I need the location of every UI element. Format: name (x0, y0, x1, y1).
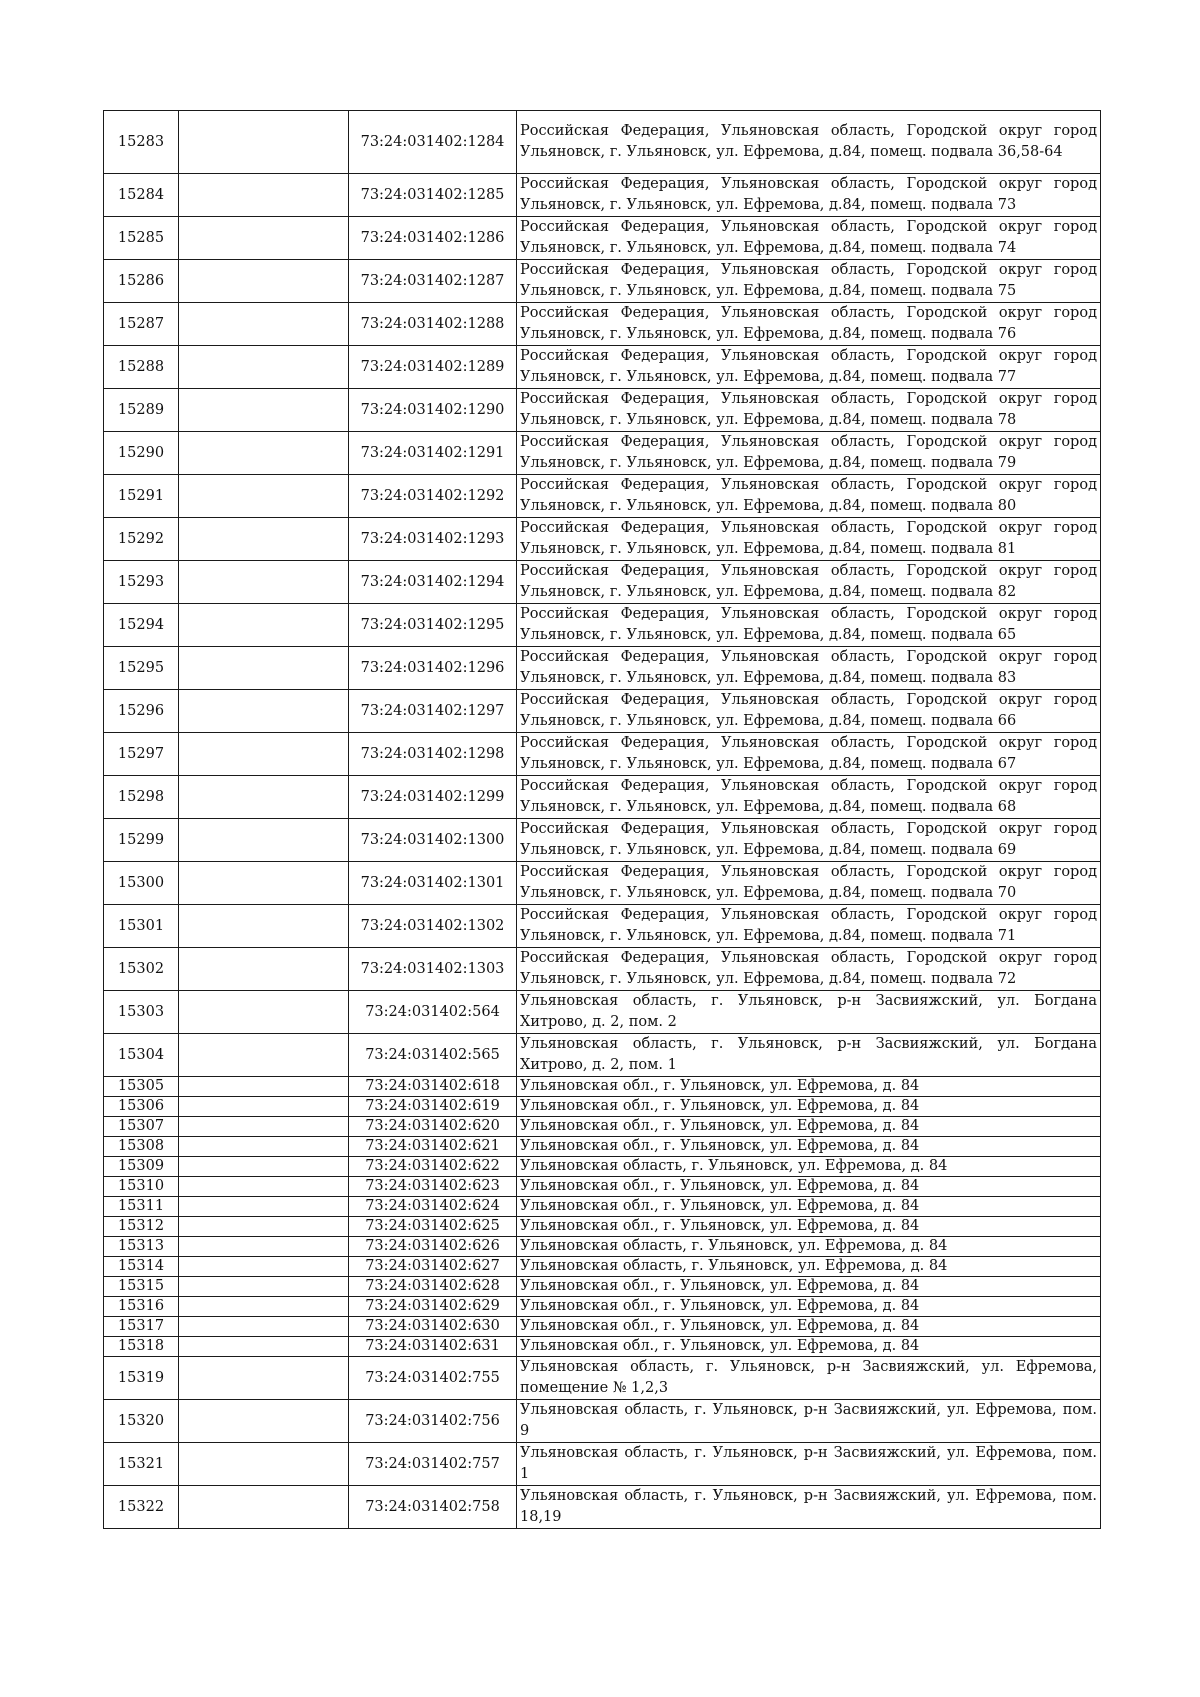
empty-cell (179, 1400, 349, 1443)
table-row (104, 389, 1101, 432)
cadastral-number: 73:24:031402:1303 (349, 948, 517, 991)
empty-cell (179, 776, 349, 819)
document-page (103, 110, 1100, 1529)
record-number: 15283 (104, 111, 179, 174)
empty-cell (179, 1357, 349, 1400)
record-number: 15288 (104, 346, 179, 389)
address: Ульяновская обл., г. Ульяновск, ул. Ефремова, д. 84 (517, 1137, 1101, 1157)
address: Ульяновская обл., г. Ульяновск, ул. Ефремова, д. 84 (517, 1177, 1101, 1197)
cadastral-number: 73:24:031402:757 (349, 1443, 517, 1486)
table-row (104, 647, 1101, 690)
cadastral-number: 73:24:031402:1300 (349, 819, 517, 862)
empty-cell (179, 819, 349, 862)
record-number: 15285 (104, 217, 179, 260)
record-number: 15321 (104, 1443, 179, 1486)
address: Российская Федерация, Ульяновская область, Городской округ город Ульяновск, г. Ульяновск, ул. Ефремова, д.84, помещ. подвала 78 (517, 389, 1101, 432)
table-row (104, 604, 1101, 647)
empty-cell (179, 1034, 349, 1077)
table-row (104, 346, 1101, 389)
address: Российская Федерация, Ульяновская область, Городской округ город Ульяновск, г. Ульяновск, ул. Ефремова, д.84, помещ. подвала 80 (517, 475, 1101, 518)
table-row (104, 174, 1101, 217)
address: Российская Федерация, Ульяновская область, Городской округ город Ульяновск, г. Ульяновск, ул. Ефремова, д.84, помещ. подвала 66 (517, 690, 1101, 733)
record-number: 15314 (104, 1257, 179, 1277)
register-table (103, 110, 1101, 1529)
address: Российская Федерация, Ульяновская область, Городской округ город Ульяновск, г. Ульяновск, ул. Ефремова, д.84, помещ. подвала 76 (517, 303, 1101, 346)
empty-cell (179, 217, 349, 260)
cadastral-number: 73:24:031402:625 (349, 1217, 517, 1237)
empty-cell (179, 518, 349, 561)
record-number: 15319 (104, 1357, 179, 1400)
empty-cell (179, 905, 349, 948)
table-row (104, 432, 1101, 475)
record-number: 15309 (104, 1157, 179, 1177)
empty-cell (179, 174, 349, 217)
empty-cell (179, 647, 349, 690)
cadastral-number: 73:24:031402:627 (349, 1257, 517, 1277)
table-row (104, 1337, 1101, 1357)
record-number: 15289 (104, 389, 179, 432)
empty-cell (179, 1077, 349, 1097)
table-row (104, 1317, 1101, 1337)
cadastral-number: 73:24:031402:1289 (349, 346, 517, 389)
empty-cell (179, 1317, 349, 1337)
record-number: 15291 (104, 475, 179, 518)
empty-cell (179, 1237, 349, 1257)
cadastral-number: 73:24:031402:1298 (349, 733, 517, 776)
empty-cell (179, 260, 349, 303)
cadastral-number: 73:24:031402:619 (349, 1097, 517, 1117)
register-table-body (104, 111, 1101, 1529)
cadastral-number: 73:24:031402:1294 (349, 561, 517, 604)
cadastral-number: 73:24:031402:565 (349, 1034, 517, 1077)
empty-cell (179, 1297, 349, 1317)
empty-cell (179, 1097, 349, 1117)
cadastral-number: 73:24:031402:1296 (349, 647, 517, 690)
table-row (104, 1486, 1101, 1529)
empty-cell (179, 346, 349, 389)
table-row (104, 1237, 1101, 1257)
record-number: 15299 (104, 819, 179, 862)
address: Ульяновская область, г. Ульяновск, р-н Засвияжский, ул. Ефремова, пом. 18,19 (517, 1486, 1101, 1529)
cadastral-number: 73:24:031402:629 (349, 1297, 517, 1317)
record-number: 15302 (104, 948, 179, 991)
cadastral-number: 73:24:031402:758 (349, 1486, 517, 1529)
cadastral-number: 73:24:031402:622 (349, 1157, 517, 1177)
record-number: 15284 (104, 174, 179, 217)
address: Ульяновская обл., г. Ульяновск, ул. Ефремова, д. 84 (517, 1277, 1101, 1297)
empty-cell (179, 303, 349, 346)
table-row (104, 1157, 1101, 1177)
cadastral-number: 73:24:031402:1302 (349, 905, 517, 948)
cadastral-number: 73:24:031402:618 (349, 1077, 517, 1097)
cadastral-number: 73:24:031402:621 (349, 1137, 517, 1157)
address: Ульяновская обл., г. Ульяновск, ул. Ефремова, д. 84 (517, 1217, 1101, 1237)
empty-cell (179, 1217, 349, 1237)
cadastral-number: 73:24:031402:1299 (349, 776, 517, 819)
empty-cell (179, 1157, 349, 1177)
record-number: 15304 (104, 1034, 179, 1077)
empty-cell (179, 948, 349, 991)
cadastral-number: 73:24:031402:1292 (349, 475, 517, 518)
empty-cell (179, 690, 349, 733)
address: Ульяновская обл., г. Ульяновск, ул. Ефремова, д. 84 (517, 1197, 1101, 1217)
record-number: 15308 (104, 1137, 179, 1157)
empty-cell (179, 389, 349, 432)
address: Российская Федерация, Ульяновская область, Городской округ город Ульяновск, г. Ульяновск, ул. Ефремова, д.84, помещ. подвала 69 (517, 819, 1101, 862)
table-row (104, 1357, 1101, 1400)
table-row (104, 1034, 1101, 1077)
address: Ульяновская область, г. Ульяновск, р-н Засвияжский, ул. Богдана Хитрово, д. 2, пом. 2 (517, 991, 1101, 1034)
address: Ульяновская область, г. Ульяновск, р-н Засвияжский, ул. Ефремова, пом. 9 (517, 1400, 1101, 1443)
address: Российская Федерация, Ульяновская область, Городской округ город Ульяновск, г. Ульяновск, ул. Ефремова, д.84, помещ. подвала 77 (517, 346, 1101, 389)
address: Ульяновская область, г. Ульяновск, р-н Засвияжский, ул. Ефремова, помещение № 1,2,3 (517, 1357, 1101, 1400)
cadastral-number: 73:24:031402:564 (349, 991, 517, 1034)
record-number: 15296 (104, 690, 179, 733)
address: Российская Федерация, Ульяновская область, Городской округ город Ульяновск, г. Ульяновск, ул. Ефремова, д.84, помещ. подвала 83 (517, 647, 1101, 690)
record-number: 15313 (104, 1237, 179, 1257)
table-row (104, 1400, 1101, 1443)
address: Российская Федерация, Ульяновская область, Городской округ город Ульяновск, г. Ульяновск, ул. Ефремова, д.84, помещ. подвала 81 (517, 518, 1101, 561)
address: Ульяновская область, г. Ульяновск, р-н Засвияжский, ул. Ефремова, пом. 1 (517, 1443, 1101, 1486)
table-row (104, 1117, 1101, 1137)
address: Российская Федерация, Ульяновская область, Городской округ город Ульяновск, г. Ульяновск, ул. Ефремова, д.84, помещ. подвала 74 (517, 217, 1101, 260)
cadastral-number: 73:24:031402:1286 (349, 217, 517, 260)
record-number: 15303 (104, 991, 179, 1034)
table-row (104, 1197, 1101, 1217)
record-number: 15290 (104, 432, 179, 475)
record-number: 15312 (104, 1217, 179, 1237)
empty-cell (179, 1117, 349, 1137)
record-number: 15322 (104, 1486, 179, 1529)
record-number: 15310 (104, 1177, 179, 1197)
record-number: 15311 (104, 1197, 179, 1217)
record-number: 15316 (104, 1297, 179, 1317)
table-row (104, 1177, 1101, 1197)
table-row (104, 111, 1101, 174)
record-number: 15292 (104, 518, 179, 561)
record-number: 15307 (104, 1117, 179, 1137)
table-row (104, 991, 1101, 1034)
address: Российская Федерация, Ульяновская область, Городской округ город Ульяновск, г. Ульяновск, ул. Ефремова, д.84, помещ. подвала 70 (517, 862, 1101, 905)
record-number: 15315 (104, 1277, 179, 1297)
empty-cell (179, 1337, 349, 1357)
table-row (104, 1277, 1101, 1297)
cadastral-number: 73:24:031402:1297 (349, 690, 517, 733)
empty-cell (179, 733, 349, 776)
address: Ульяновская обл., г. Ульяновск, ул. Ефремова, д. 84 (517, 1297, 1101, 1317)
empty-cell (179, 1137, 349, 1157)
table-row (104, 1077, 1101, 1097)
record-number: 15298 (104, 776, 179, 819)
cadastral-number: 73:24:031402:1285 (349, 174, 517, 217)
table-row (104, 561, 1101, 604)
table-row (104, 1217, 1101, 1237)
cadastral-number: 73:24:031402:1290 (349, 389, 517, 432)
empty-cell (179, 111, 349, 174)
cadastral-number: 73:24:031402:1301 (349, 862, 517, 905)
address: Российская Федерация, Ульяновская область, Городской округ город Ульяновск, г. Ульяновск, ул. Ефремова, д.84, помещ. подвала 68 (517, 776, 1101, 819)
empty-cell (179, 475, 349, 518)
address: Ульяновская обл., г. Ульяновск, ул. Ефремова, д. 84 (517, 1337, 1101, 1357)
empty-cell (179, 1257, 349, 1277)
cadastral-number: 73:24:031402:755 (349, 1357, 517, 1400)
cadastral-number: 73:24:031402:620 (349, 1117, 517, 1137)
empty-cell (179, 862, 349, 905)
cadastral-number: 73:24:031402:1287 (349, 260, 517, 303)
table-row (104, 1297, 1101, 1317)
record-number: 15295 (104, 647, 179, 690)
cadastral-number: 73:24:031402:623 (349, 1177, 517, 1197)
empty-cell (179, 604, 349, 647)
table-row (104, 1097, 1101, 1117)
table-row (104, 303, 1101, 346)
table-row (104, 475, 1101, 518)
cadastral-number: 73:24:031402:628 (349, 1277, 517, 1297)
empty-cell (179, 432, 349, 475)
cadastral-number: 73:24:031402:756 (349, 1400, 517, 1443)
address: Российская Федерация, Ульяновская область, Городской округ город Ульяновск, г. Ульяновск, ул. Ефремова, д.84, помещ. подвала 73 (517, 174, 1101, 217)
table-row (104, 1137, 1101, 1157)
record-number: 15320 (104, 1400, 179, 1443)
address: Российская Федерация, Ульяновская область, Городской округ город Ульяновск, г. Ульяновск, ул. Ефремова, д.84, помещ. подвала 75 (517, 260, 1101, 303)
address: Российская Федерация, Ульяновская область, Городской округ город Ульяновск, г. Ульяновск, ул. Ефремова, д.84, помещ. подвала 82 (517, 561, 1101, 604)
record-number: 15287 (104, 303, 179, 346)
address: Ульяновская область, г. Ульяновск, ул. Ефремова, д. 84 (517, 1237, 1101, 1257)
cadastral-number: 73:24:031402:1291 (349, 432, 517, 475)
table-row (104, 518, 1101, 561)
address: Ульяновская обл., г. Ульяновск, ул. Ефремова, д. 84 (517, 1117, 1101, 1137)
empty-cell (179, 1277, 349, 1297)
record-number: 15305 (104, 1077, 179, 1097)
cadastral-number: 73:24:031402:630 (349, 1317, 517, 1337)
empty-cell (179, 1197, 349, 1217)
address: Российская Федерация, Ульяновская область, Городской округ город Ульяновск, г. Ульяновск, ул. Ефремова, д.84, помещ. подвала 71 (517, 905, 1101, 948)
record-number: 15317 (104, 1317, 179, 1337)
address: Ульяновская обл., г. Ульяновск, ул. Ефремова, д. 84 (517, 1077, 1101, 1097)
cadastral-number: 73:24:031402:631 (349, 1337, 517, 1357)
cadastral-number: 73:24:031402:1288 (349, 303, 517, 346)
cadastral-number: 73:24:031402:1284 (349, 111, 517, 174)
record-number: 15294 (104, 604, 179, 647)
record-number: 15286 (104, 260, 179, 303)
address: Ульяновская область, г. Ульяновск, ул. Ефремова, д. 84 (517, 1157, 1101, 1177)
table-row (104, 776, 1101, 819)
table-row (104, 1257, 1101, 1277)
address: Ульяновская обл., г. Ульяновск, ул. Ефремова, д. 84 (517, 1317, 1101, 1337)
table-row (104, 260, 1101, 303)
address: Ульяновская область, г. Ульяновск, ул. Ефремова, д. 84 (517, 1257, 1101, 1277)
address: Российская Федерация, Ульяновская область, Городской округ город Ульяновск, г. Ульяновск, ул. Ефремова, д.84, помещ. подвала 72 (517, 948, 1101, 991)
empty-cell (179, 1486, 349, 1529)
empty-cell (179, 561, 349, 604)
cadastral-number: 73:24:031402:1293 (349, 518, 517, 561)
record-number: 15297 (104, 733, 179, 776)
table-row (104, 948, 1101, 991)
table-row (104, 1443, 1101, 1486)
address: Ульяновская обл., г. Ульяновск, ул. Ефремова, д. 84 (517, 1097, 1101, 1117)
table-row (104, 819, 1101, 862)
table-row (104, 690, 1101, 733)
record-number: 15306 (104, 1097, 179, 1117)
address: Российская Федерация, Ульяновская область, Городской округ город Ульяновск, г. Ульяновск, ул. Ефремова, д.84, помещ. подвала 65 (517, 604, 1101, 647)
cadastral-number: 73:24:031402:626 (349, 1237, 517, 1257)
record-number: 15318 (104, 1337, 179, 1357)
empty-cell (179, 991, 349, 1034)
address: Ульяновская область, г. Ульяновск, р-н Засвияжский, ул. Богдана Хитрово, д. 2, пом. 1 (517, 1034, 1101, 1077)
record-number: 15301 (104, 905, 179, 948)
table-row (104, 905, 1101, 948)
table-row (104, 862, 1101, 905)
empty-cell (179, 1177, 349, 1197)
address: Российская Федерация, Ульяновская область, Городской округ город Ульяновск, г. Ульяновск, ул. Ефремова, д.84, помещ. подвала 79 (517, 432, 1101, 475)
cadastral-number: 73:24:031402:624 (349, 1197, 517, 1217)
table-row (104, 733, 1101, 776)
record-number: 15300 (104, 862, 179, 905)
record-number: 15293 (104, 561, 179, 604)
address: Российская Федерация, Ульяновская область, Городской округ город Ульяновск, г. Ульяновск, ул. Ефремова, д.84, помещ. подвала 67 (517, 733, 1101, 776)
table-row (104, 217, 1101, 260)
empty-cell (179, 1443, 349, 1486)
cadastral-number: 73:24:031402:1295 (349, 604, 517, 647)
address: Российская Федерация, Ульяновская область, Городской округ город Ульяновск, г. Ульяновск, ул. Ефремова, д.84, помещ. подвала 36,58-64 (517, 111, 1101, 174)
